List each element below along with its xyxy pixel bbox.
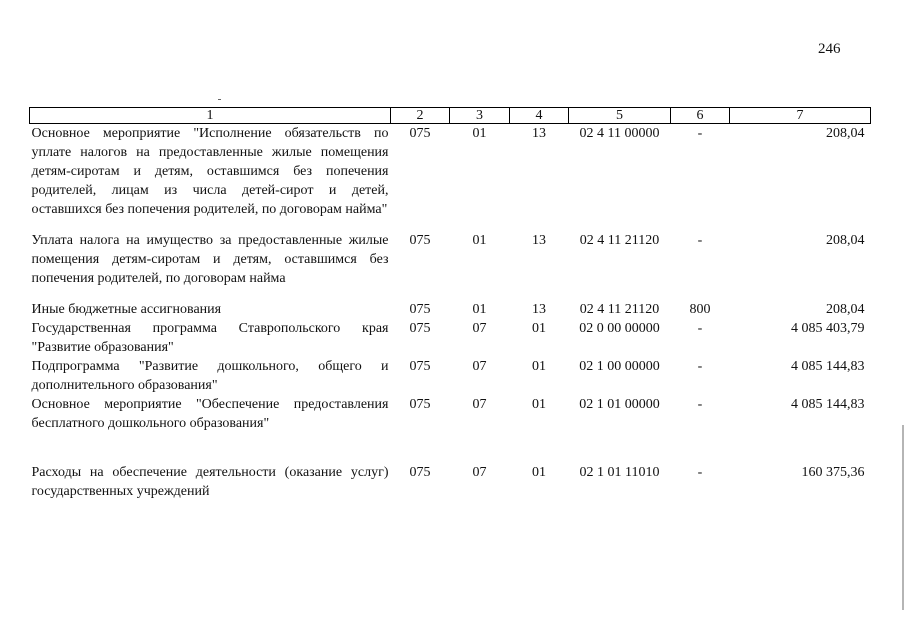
row-expense-type: - (697, 397, 703, 412)
row-ministry-code: 075 (409, 397, 431, 412)
row-name: Основное мероприятие "Обеспечение предоставления бесплатного дошкольного образования" (31, 397, 389, 431)
header-row (30, 108, 871, 124)
row-amount: 4 085 144,83 (791, 397, 865, 412)
row-target-code: 02 4 11 21120 (579, 302, 660, 317)
table-row (30, 231, 871, 300)
row-expense-type: - (697, 233, 703, 248)
row-subsection-code: 01 (532, 359, 546, 374)
row-target-code: 02 0 00 00000 (579, 321, 660, 336)
row-section-code: 07 (472, 321, 487, 336)
row-ministry-code: 075 (409, 359, 431, 374)
budget-table (29, 107, 871, 501)
row-ministry-code: 075 (409, 233, 431, 248)
row-ministry-code: 075 (409, 302, 431, 317)
header-col-6: 6 (671, 108, 730, 124)
table-row (30, 300, 871, 319)
row-section-code: 07 (472, 465, 487, 480)
stray-mark (218, 99, 221, 100)
row-section-code: 07 (472, 359, 487, 374)
row-subsection-code: 01 (532, 397, 546, 412)
row-expense-type: - (697, 126, 703, 141)
page-number: 246 (818, 41, 841, 57)
header-col-7: 7 (730, 108, 871, 124)
table-row (30, 124, 871, 232)
header-col-5: 5 (569, 108, 671, 124)
row-target-code: 02 1 01 11010 (579, 465, 660, 480)
row-expense-type: - (697, 321, 703, 336)
header-col-3: 3 (450, 108, 510, 124)
scan-margin-line (902, 425, 904, 610)
header-col-1: 1 (30, 108, 391, 124)
row-section-code: 01 (472, 126, 487, 141)
row-ministry-code: 075 (409, 126, 431, 141)
header-col-4: 4 (510, 108, 569, 124)
row-target-code: 02 4 11 21120 (579, 233, 660, 248)
row-section-code: 07 (472, 397, 487, 412)
table-row (30, 319, 871, 357)
row-ministry-code: 075 (409, 321, 431, 336)
row-amount: 160 375,36 (801, 465, 865, 480)
row-target-code: 02 1 00 00000 (579, 359, 660, 374)
row-amount: 208,04 (826, 126, 865, 141)
table-row (30, 357, 871, 395)
row-ministry-code: 075 (409, 465, 431, 480)
row-expense-type: 800 (689, 302, 711, 317)
row-subsection-code: 01 (532, 465, 546, 480)
row-target-code: 02 4 11 00000 (579, 126, 660, 141)
table-row (30, 395, 871, 463)
row-subsection-code: 01 (532, 321, 546, 336)
row-subsection-code: 13 (532, 302, 546, 317)
row-name: Государственная программа Ставропольского края "Развитие образования" (31, 321, 389, 355)
row-expense-type: - (697, 359, 703, 374)
row-subsection-code: 13 (532, 126, 546, 141)
row-subsection-code: 13 (532, 233, 546, 248)
row-target-code: 02 1 01 00000 (579, 397, 660, 412)
row-name: Расходы на обеспечение деятельности (оказание услуг) государственных учреждений (31, 465, 389, 499)
row-name: Иные бюджетные ассигнования (31, 302, 222, 317)
header-col-2: 2 (391, 108, 450, 124)
row-section-code: 01 (472, 302, 487, 317)
row-name: Подпрограмма "Развитие дошкольного, общего и дополнительного образования" (31, 359, 389, 393)
row-amount: 4 085 403,79 (791, 321, 865, 336)
table-row (30, 463, 871, 501)
row-name: Уплата налога на имущество за предоставленные жилые помещения детям-сиротам и детям, оставшимся без попечения родителей, по договорам найма (31, 233, 389, 286)
row-name: Основное мероприятие "Исполнение обязательств по уплате налогов на предоставленные жилые помещения детям-сиротам и детям, оставшимся без попечения родителей, лицам из числа детей-сирот и детей, оставшихся без попечения родителей, по договорам найма" (31, 126, 389, 217)
row-amount: 208,04 (826, 233, 865, 248)
row-section-code: 01 (472, 233, 487, 248)
row-amount: 4 085 144,83 (791, 359, 865, 374)
row-expense-type: - (697, 465, 703, 480)
row-amount: 208,04 (826, 302, 865, 317)
